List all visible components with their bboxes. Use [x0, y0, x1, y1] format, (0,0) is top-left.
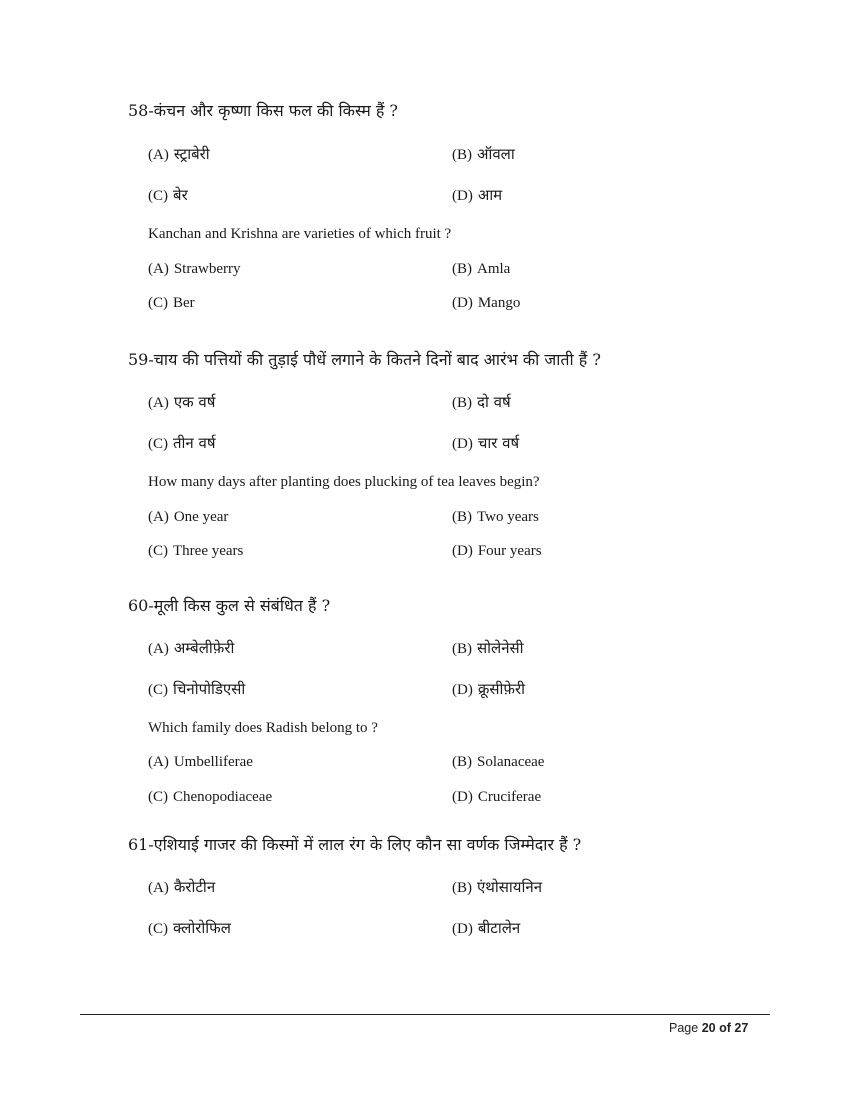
option-b-hindi: (B) सोलेनेसी [452, 639, 524, 657]
option-c-hindi: (C) चिनोपोडिएसी [148, 680, 246, 698]
option-d-hindi: (D) क्रूसीफ़ेरी [452, 680, 525, 698]
question-number: 59- [128, 350, 154, 369]
option-d-hindi: (D) बीटालेन [452, 919, 521, 937]
footer-divider [80, 1014, 770, 1015]
question-60-english: Which family does Radish belong to ? [148, 720, 378, 736]
option-d-hindi: (D) चार वर्ष [452, 434, 520, 452]
question-59-hindi [128, 350, 601, 370]
question-text-hindi: मूली किस कुल से संबंधित हैं ? [153, 596, 331, 615]
option-c-hindi: (C) क्लोरोफिल [148, 919, 231, 937]
total-page-count: 27 [734, 1021, 749, 1035]
option-b-english: (B) Two years [452, 509, 539, 525]
question-58-english: Kanchan and Krishna are varieties of which fruit ? [148, 226, 452, 242]
option-c-english: (C) Ber [148, 295, 195, 311]
option-d-english: (D) Cruciferae [452, 789, 542, 805]
option-d-english: (D) Mango [452, 295, 521, 311]
question-number: 58- [128, 101, 154, 120]
option-d-english: (D) Four years [452, 543, 542, 559]
option-b-hindi: (B) ऑवला [452, 145, 515, 163]
question-60-hindi [128, 596, 330, 616]
of-word: of [719, 1021, 731, 1035]
question-text-hindi: चाय की पत्तियों की तुड़ाई पौधें लगाने के कितने दिनों बाद आरंभ की जाती हैं ? [153, 350, 601, 369]
option-b-hindi: (B) दो वर्ष [452, 393, 511, 411]
option-a-hindi: (A) कैरोटीन [148, 878, 216, 896]
option-c-english: (C) Three years [148, 543, 244, 559]
option-b-english: (B) Amla [452, 261, 511, 277]
option-a-hindi: (A) एक वर्ष [148, 393, 216, 411]
option-b-english: (B) Solanaceae [452, 754, 545, 770]
option-c-hindi: (C) तीन वर्ष [148, 434, 216, 452]
option-b-hindi: (B) एंथोसायनिन [452, 878, 543, 896]
page-word: Page [669, 1021, 699, 1035]
current-page-number: 20 [701, 1021, 716, 1035]
question-text-hindi: एशियाई गाजर की किस्मों में लाल रंग के लिए कौन सा वर्णक जिम्मेदार हैं ? [153, 835, 582, 854]
question-59-english: How many days after planting does plucking of tea leaves begin? [148, 474, 540, 490]
question-61-hindi [128, 835, 581, 855]
option-a-english: (A) Strawberry [148, 261, 241, 277]
question-number: 60- [128, 596, 154, 615]
option-a-english: (A) One year [148, 509, 229, 525]
option-c-english: (C) Chenopodiaceae [148, 789, 273, 805]
page-footer [669, 1020, 748, 1036]
option-a-hindi: (A) स्ट्राबेरी [148, 145, 210, 163]
option-a-english: (A) Umbelliferae [148, 754, 253, 770]
question-58-hindi [128, 101, 398, 121]
option-a-hindi: (A) अम्बेलीफ़ेरी [148, 639, 235, 657]
option-d-hindi: (D) आम [452, 186, 503, 204]
option-c-hindi: (C) बेर [148, 186, 188, 204]
question-text-hindi: कंचन और कृष्णा किस फल की किस्म हैं ? [153, 101, 399, 120]
question-number: 61- [128, 835, 154, 854]
